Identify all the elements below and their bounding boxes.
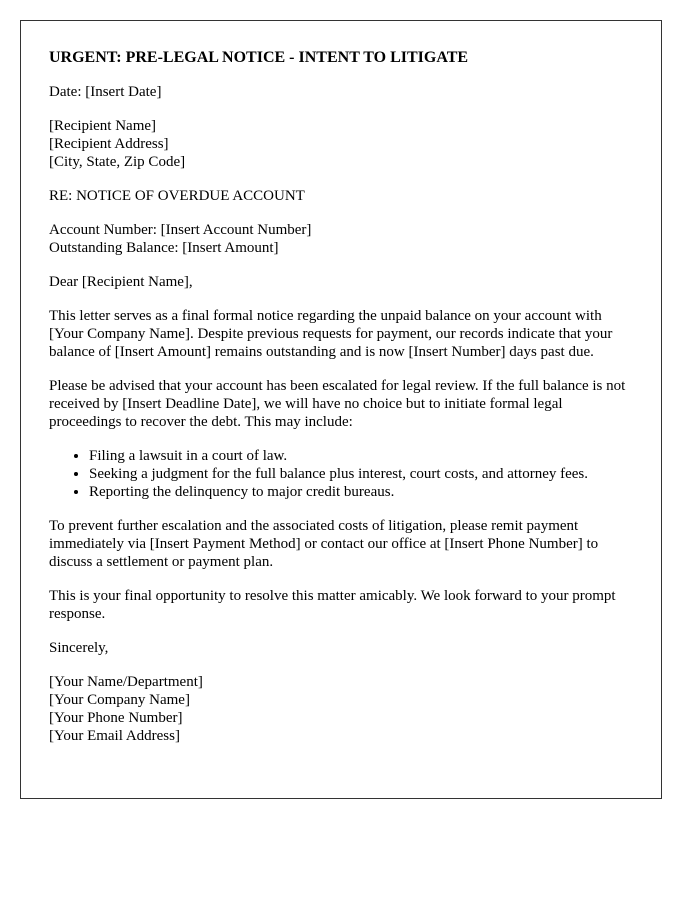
recipient-address: [Recipient Address] <box>49 136 169 152</box>
signature-name: [Your Name/Department] <box>49 674 203 690</box>
signature-email: [Your Email Address] <box>49 728 180 744</box>
letter <box>20 20 662 799</box>
letter-date: Date: [Insert Date] <box>49 84 162 100</box>
signature-company: [Your Company Name] <box>49 692 190 708</box>
salutation: Dear [Recipient Name], <box>49 274 193 290</box>
recipient-name: [Recipient Name] <box>49 118 157 134</box>
closing: Sincerely, <box>49 640 109 656</box>
letter-title: URGENT: PRE-LEGAL NOTICE - INTENT TO LITIGATE <box>49 49 469 66</box>
outstanding-balance: Outstanding Balance: [Insert Amount] <box>49 240 279 256</box>
paragraph-4: This is your final opportunity to resolve this matter amicably. We look forward to your prompt response. <box>49 588 616 622</box>
signature-block <box>49 673 633 745</box>
re-line: RE: NOTICE OF OVERDUE ACCOUNT <box>49 188 305 204</box>
paragraph-3: To prevent further escalation and the associated costs of litigation, please remit payment immediately via [Insert Payment Method] or contact our office at [Insert Phone Number] to discuss a settlement or payment plan. <box>49 518 599 570</box>
list-item: • Seeking a judgment for the full balance plus interest, court costs, and attorney fees. <box>89 465 633 483</box>
recipient-city: [City, State, Zip Code] <box>49 154 186 170</box>
signature-phone: [Your Phone Number] <box>49 710 183 726</box>
consequences-list <box>49 447 633 501</box>
recipient-block <box>49 117 633 171</box>
list-item: • Filing a lawsuit in a court of law. <box>89 447 633 465</box>
list-item: • Reporting the delinquency to major credit bureaus. <box>89 483 633 501</box>
account-block <box>49 221 633 257</box>
paragraph-1: This letter serves as a final formal notice regarding the unpaid balance on your account with [Your Company Name]. Despite previous requests for payment, our records indicate that your balance of [Insert Amount] remains outstanding and is now [Insert Number] days past due. <box>49 308 613 360</box>
account-number: Account Number: [Insert Account Number] <box>49 222 312 238</box>
paragraph-2: Please be advised that your account has been escalated for legal review. If the full balance is not received by [Insert Deadline Date], we will have no choice but to initiate formal legal proceedings to recover the debt. This may include: <box>49 378 626 430</box>
